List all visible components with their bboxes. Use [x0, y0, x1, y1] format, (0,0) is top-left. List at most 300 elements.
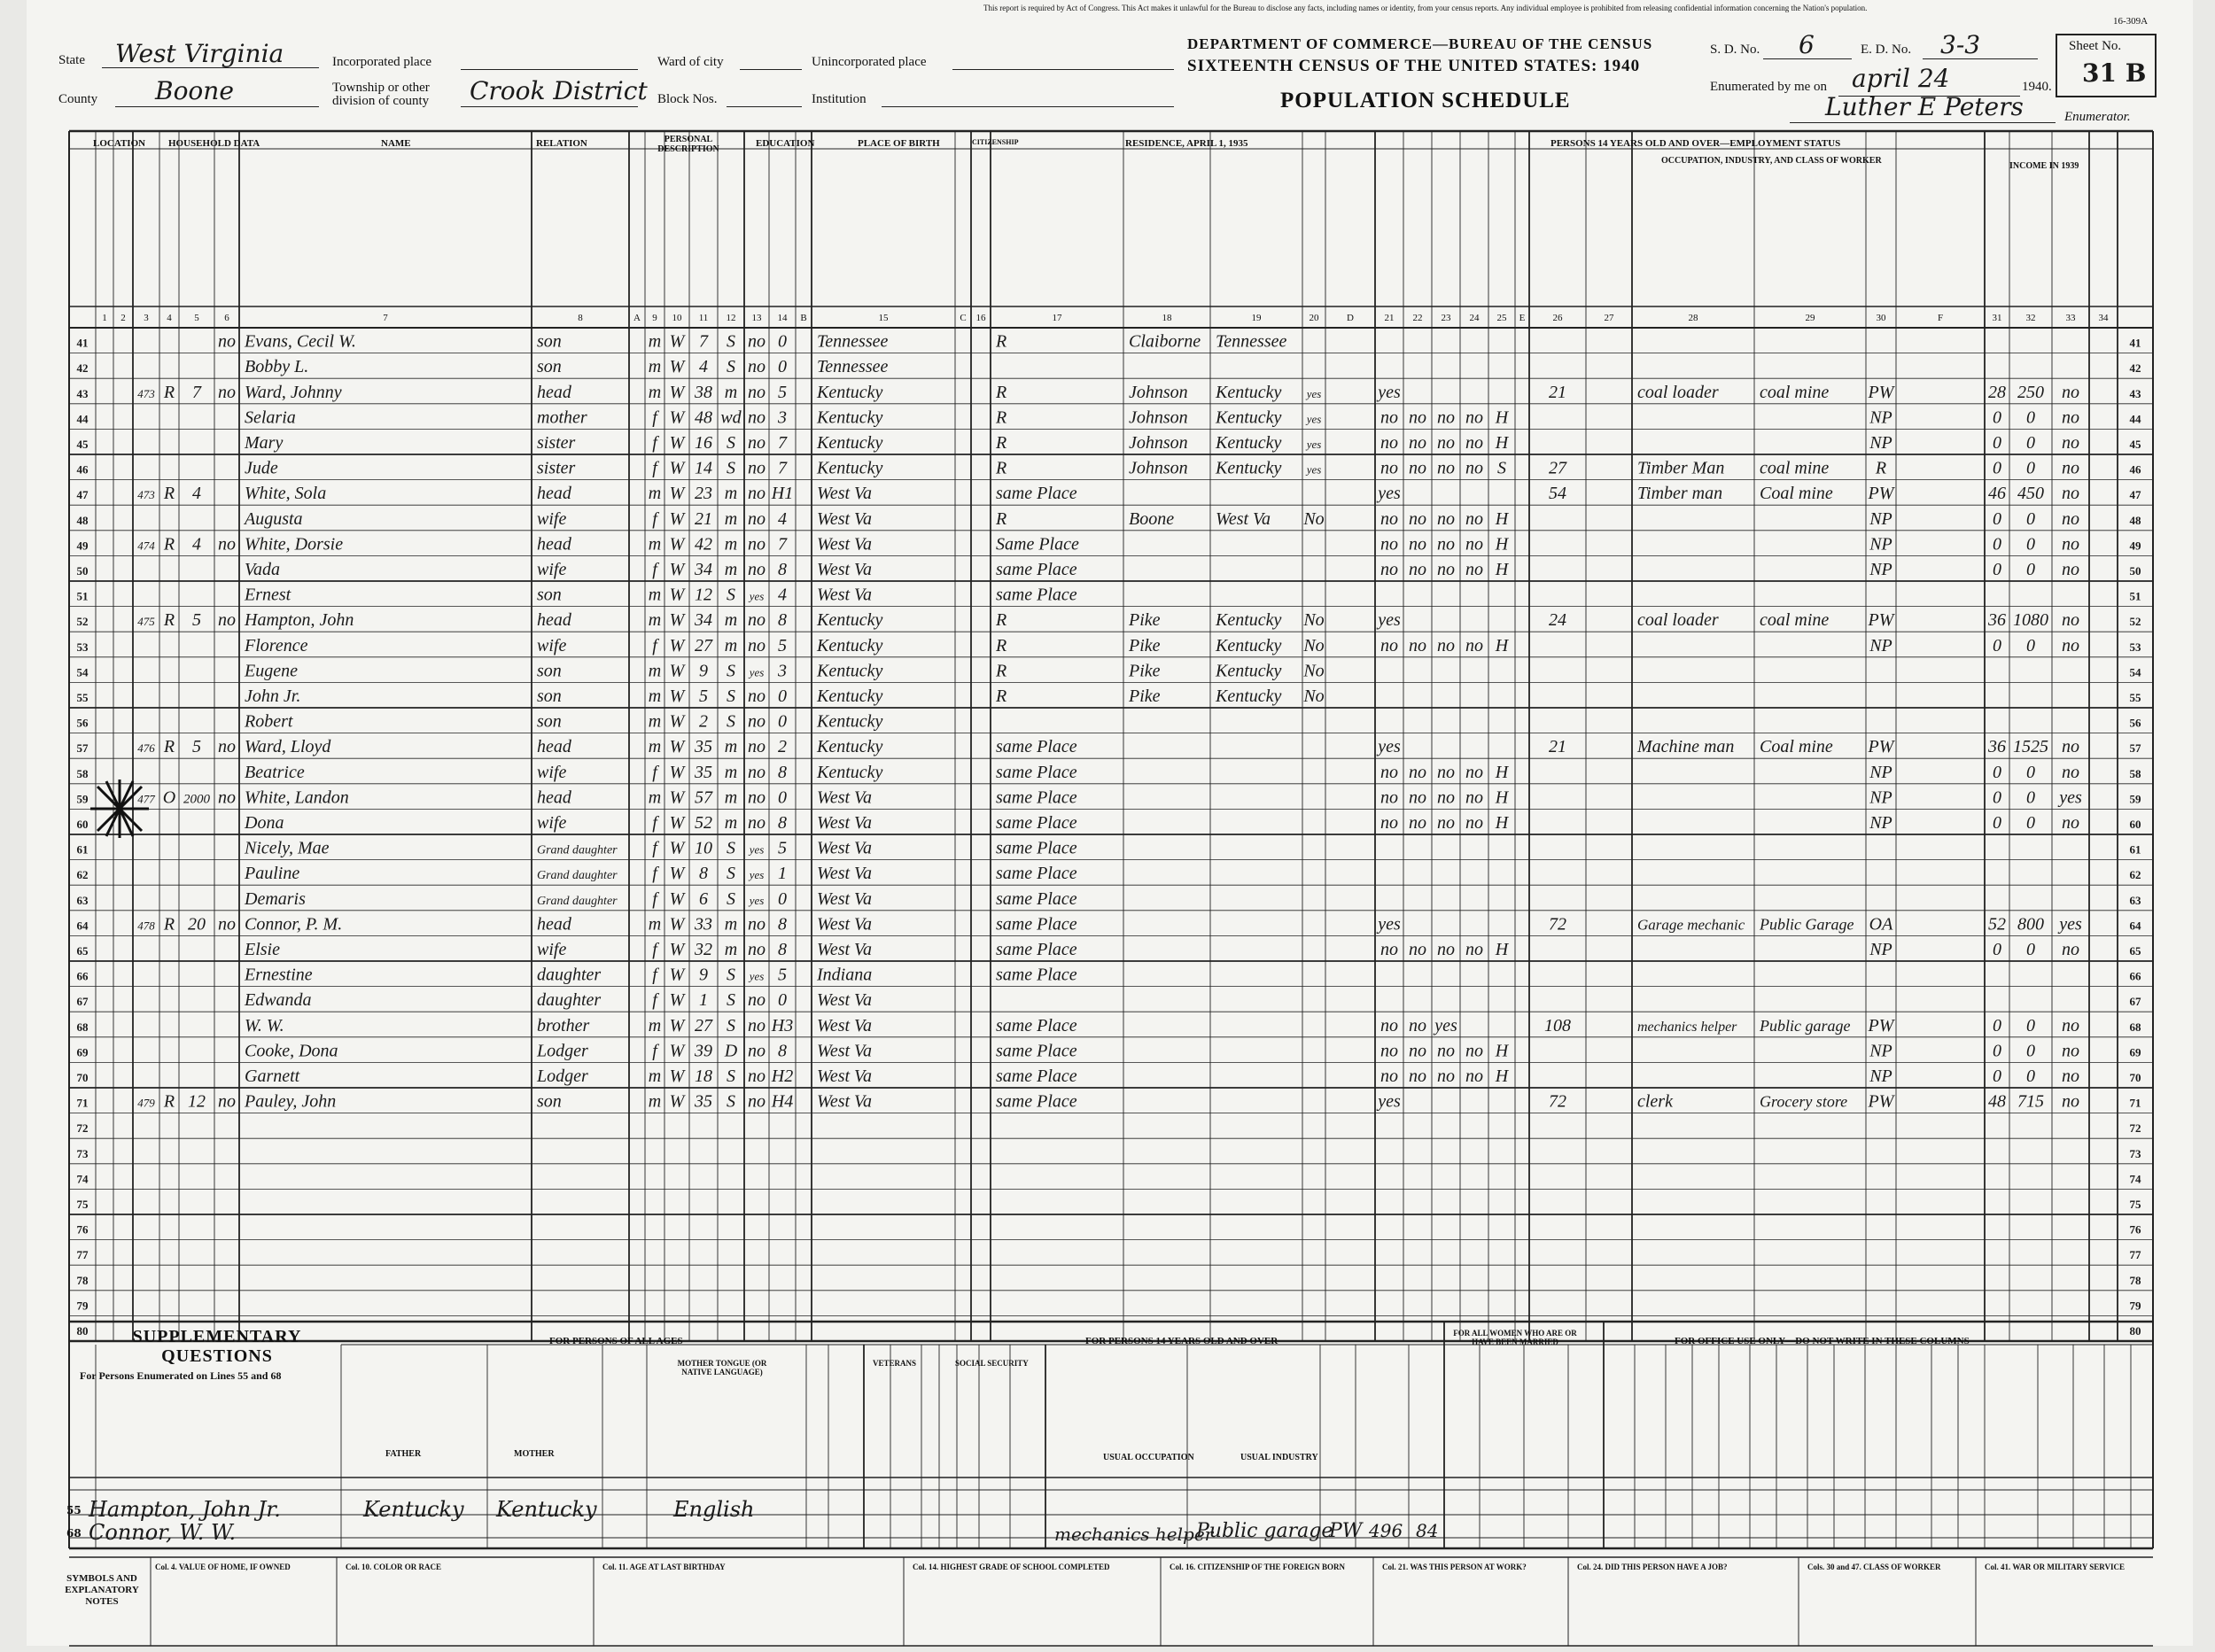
cell-age: 34	[695, 610, 712, 631]
supp-row-68-line: 68	[66, 1527, 82, 1540]
cell-oth: no	[2062, 508, 2079, 529]
cell-work: no	[1380, 635, 1398, 655]
cell-mar: S	[727, 711, 735, 732]
cell-code: H	[1495, 1041, 1509, 1061]
column-number: 9	[652, 313, 657, 323]
cell-mar: m	[724, 534, 738, 555]
cell-race: W	[669, 433, 685, 453]
cell-name: Mary	[245, 433, 284, 453]
cell-res: same Place	[996, 585, 1077, 605]
cell-birth: Kentucky	[817, 686, 883, 706]
group-location: LOCATION	[93, 138, 146, 149]
cell-code: H	[1495, 433, 1509, 453]
line-number-right: 69	[2129, 1045, 2141, 1059]
cell-cls: NP	[1869, 940, 1892, 959]
cell-cls: NP	[1869, 1066, 1892, 1086]
cell-birth: Kentucky	[817, 661, 883, 681]
cell-county: Johnson	[1129, 407, 1188, 428]
cell-e1: no	[1409, 787, 1426, 808]
cell-oth: no	[2062, 534, 2079, 555]
cell-race: W	[669, 914, 685, 935]
cell-oth: no	[2062, 1091, 2079, 1112]
cell-val: 5	[192, 610, 201, 631]
cell-sch: no	[748, 990, 766, 1011]
institution-label: Institution	[812, 92, 867, 106]
cell-oth: no	[2062, 1015, 2079, 1035]
column-number: 15	[878, 313, 889, 323]
line-number-right: 66	[2129, 969, 2141, 983]
cell-sex: m	[648, 711, 662, 732]
column-number: F	[1937, 313, 1944, 323]
cell-rel: son	[537, 331, 562, 352]
cell-res: same Place	[996, 914, 1077, 935]
cell-e3: no	[1465, 508, 1483, 529]
cell-race: W	[669, 990, 685, 1011]
cell-e3: no	[1465, 534, 1483, 555]
cell-race: W	[669, 560, 685, 579]
column-number: 14	[777, 313, 788, 323]
cell-oth: yes	[2059, 787, 2082, 808]
cell-state: Kentucky	[1216, 635, 1282, 655]
line-number-right: 78	[2129, 1273, 2141, 1287]
cell-wks: 0	[1993, 787, 2001, 808]
cell-gr: 0	[778, 711, 787, 732]
cell-cls: NP	[1869, 635, 1892, 655]
column-number: 20	[1309, 313, 1319, 323]
cell-sch: no	[748, 357, 766, 377]
cell-mar: m	[724, 737, 738, 757]
cell-work: no	[1380, 508, 1398, 529]
department-title: DEPARTMENT OF COMMERCE—BUREAU OF THE CENSUS	[1187, 35, 1653, 52]
line-number: 80	[76, 1324, 89, 1338]
cell-e3: no	[1465, 813, 1483, 833]
cell-rel: son	[537, 357, 562, 377]
cell-sch: no	[748, 458, 766, 478]
cell-hrs: 72	[1549, 1091, 1566, 1112]
form-number: 16-309A	[2113, 16, 2149, 27]
cell-mar: m	[724, 940, 738, 959]
cell-work: no	[1380, 534, 1398, 555]
cell-race: W	[669, 711, 685, 732]
cell-rel: head	[537, 534, 571, 555]
column-number: 22	[1412, 313, 1423, 323]
cell-farm: no	[218, 331, 236, 352]
line-number: 75	[76, 1198, 89, 1211]
cell-hrs: 24	[1549, 610, 1566, 631]
supp-row-55-father: Kentucky	[363, 1497, 464, 1522]
cell-gr: 3	[778, 407, 787, 428]
cell-house: 477	[137, 792, 155, 806]
column-number: 30	[1876, 313, 1886, 323]
supp-row-55-line: 55	[66, 1504, 82, 1516]
cell-sex: m	[648, 484, 662, 504]
cell-county: Johnson	[1129, 433, 1188, 453]
cell-mar: m	[724, 635, 738, 655]
cell-name: W. W.	[245, 1015, 284, 1035]
cell-res: R	[996, 508, 1007, 529]
cell-birth: West Va	[817, 838, 873, 858]
group-citizenship: CITIZENSHIP	[972, 138, 1019, 146]
cell-age: 35	[695, 762, 712, 782]
cell-mar: S	[727, 357, 735, 377]
cell-occ: Timber Man	[1637, 458, 1725, 478]
cell-mar: m	[724, 484, 738, 504]
cell-hrs: 21	[1549, 737, 1566, 757]
cell-mar: S	[727, 990, 735, 1011]
line-number-right: 77	[2129, 1248, 2141, 1262]
cell-cls: PW	[1868, 737, 1894, 757]
cell-e1: no	[1409, 1041, 1426, 1061]
cell-sch: no	[748, 433, 766, 453]
cell-house: 475	[137, 615, 155, 629]
cell-inc: 0	[2026, 407, 2035, 428]
cell-mar: S	[727, 1091, 735, 1112]
cell-sex: f	[652, 965, 657, 985]
sd-value: 6	[1799, 30, 1815, 59]
supp-row-68-name: Connor, W. W.	[89, 1520, 237, 1545]
ed-label: E. D. No.	[1861, 43, 1912, 57]
cell-name: Edwanda	[245, 990, 312, 1011]
line-number-right: 68	[2129, 1020, 2141, 1034]
line-number-right: 48	[2129, 513, 2141, 527]
cell-age: 57	[695, 787, 712, 808]
cell-ind: Coal mine	[1760, 484, 1833, 504]
supp-over14: FOR PERSONS 14 YEARS OLD AND OVER	[1085, 1336, 1278, 1346]
cell-sch: yes	[749, 893, 765, 907]
cell-county: Pike	[1129, 661, 1161, 681]
cell-occ: clerk	[1637, 1091, 1673, 1112]
unincorporated-label: Unincorporated place	[812, 55, 927, 69]
line-number: 52	[76, 615, 89, 629]
cell-house: 476	[137, 741, 155, 756]
cell-sex: f	[652, 838, 657, 858]
line-number: 45	[76, 438, 89, 451]
line-number: 59	[76, 792, 89, 806]
supp-father-label: FATHER	[385, 1449, 422, 1459]
cell-hrs: 27	[1549, 458, 1566, 478]
cell-rel: wife	[537, 508, 567, 529]
cell-name: Pauline	[245, 864, 300, 884]
cell-state: West Va	[1216, 508, 1271, 529]
cell-house: 478	[137, 919, 155, 933]
cell-county: Johnson	[1129, 458, 1188, 478]
line-number-right: 50	[2129, 564, 2141, 578]
footer-col4: Col. 4. VALUE OF HOME, IF OWNED	[155, 1563, 291, 1571]
cell-oth: no	[2062, 1066, 2079, 1086]
cell-name: Ward, Lloyd	[245, 737, 331, 757]
cell-cls: NP	[1869, 534, 1892, 555]
cell-county: Pike	[1129, 610, 1161, 631]
cell-occ: Machine man	[1637, 737, 1735, 757]
cell-res: same Place	[996, 838, 1077, 858]
cell-oth: no	[2062, 433, 2079, 453]
line-number: 43	[76, 386, 89, 400]
column-number: 7	[383, 313, 388, 323]
column-number: E	[1519, 313, 1526, 323]
cell-rel: Lodger	[537, 1066, 588, 1086]
cell-state: Kentucky	[1216, 458, 1282, 478]
group-residence: RESIDENCE, APRIL 1, 1935	[1125, 138, 1248, 149]
line-number-right: 45	[2129, 438, 2141, 451]
cell-code: H	[1495, 560, 1509, 579]
cell-own: R	[163, 610, 175, 631]
cell-rel: daughter	[537, 965, 602, 985]
cell-wks: 0	[1993, 635, 2001, 655]
cell-name: Jude	[245, 458, 278, 478]
cell-res: R	[996, 458, 1007, 478]
cell-birth: Kentucky	[817, 635, 883, 655]
cell-sch: no	[748, 1015, 766, 1035]
cell-own: O	[162, 787, 176, 808]
column-number: 33	[2065, 313, 2076, 323]
cell-sch: no	[748, 1066, 766, 1086]
group-occupation: OCCUPATION, INDUSTRY, AND CLASS OF WORKER	[1661, 156, 1882, 166]
column-number: 6	[224, 313, 229, 323]
cell-e2: no	[1437, 813, 1455, 833]
line-number: 51	[76, 589, 89, 603]
footer-col30: Cols. 30 and 47. CLASS OF WORKER	[1807, 1563, 1941, 1571]
cell-sch: yes	[749, 665, 765, 679]
cell-rel: head	[537, 914, 571, 935]
cell-inc: 800	[2017, 914, 2044, 935]
supp-mother-label: MOTHER	[514, 1449, 555, 1459]
cell-wks: 0	[1993, 433, 2001, 453]
cell-sex: f	[652, 433, 657, 453]
cell-sch: no	[748, 1041, 766, 1061]
cell-wks: 28	[1988, 382, 2006, 402]
cell-sex: m	[648, 661, 662, 681]
cell-sch: no	[748, 560, 766, 579]
cell-sch: no	[748, 610, 766, 631]
cell-sch: yes	[749, 868, 765, 882]
cell-mar: S	[727, 888, 735, 909]
line-number-right: 47	[2129, 488, 2141, 502]
cell-gr: 7	[778, 458, 787, 478]
cell-age: 21	[695, 508, 712, 529]
footer-col11: Col. 11. AGE AT LAST BIRTHDAY	[602, 1563, 726, 1571]
cell-rfarm: No	[1303, 661, 1325, 681]
line-number: 73	[76, 1146, 89, 1160]
cell-val: 12	[188, 1091, 206, 1112]
cell-sch: no	[748, 686, 766, 706]
cell-race: W	[669, 534, 685, 555]
cell-gr: 7	[778, 433, 787, 453]
cell-inc: 0	[2026, 433, 2035, 453]
cell-rfarm: yes	[1306, 412, 1322, 426]
cell-sex: f	[652, 1041, 657, 1061]
cell-wks: 0	[1993, 508, 2001, 529]
cell-cls: PW	[1868, 484, 1894, 504]
group-name: NAME	[381, 138, 411, 149]
cell-mar: S	[727, 1015, 735, 1035]
cell-mar: m	[724, 914, 738, 935]
cell-mar: S	[727, 838, 735, 858]
cell-oth: no	[2062, 407, 2079, 428]
cell-sch: no	[748, 914, 766, 935]
cell-sex: f	[652, 864, 657, 884]
cell-res: same Place	[996, 1066, 1077, 1086]
line-number: 61	[76, 842, 89, 857]
line-number-right: 42	[2129, 361, 2141, 376]
cell-gr: 0	[778, 331, 787, 352]
cell-work: yes	[1378, 484, 1401, 504]
cell-gr: 8	[778, 560, 787, 579]
cell-work: no	[1380, 940, 1398, 959]
cell-res: same Place	[996, 560, 1077, 579]
cell-gr: 1	[778, 864, 787, 884]
line-number: 71	[76, 1096, 89, 1110]
township-value: Crook District	[470, 76, 648, 105]
line-number-right: 49	[2129, 539, 2141, 553]
county-value: Boone	[155, 76, 234, 105]
enumerated-date: april 24	[1852, 64, 1950, 93]
line-number-right: 63	[2129, 893, 2141, 907]
cell-wks: 52	[1988, 914, 2006, 935]
cell-sex: m	[648, 534, 662, 555]
cell-birth: West Va	[817, 1066, 873, 1086]
cell-inc: 0	[2026, 635, 2035, 655]
supp-row-68-class: PW	[1329, 1520, 1363, 1542]
group-education: EDUCATION	[756, 138, 815, 149]
cell-mar: S	[727, 433, 735, 453]
column-number: 26	[1552, 313, 1563, 323]
cell-race: W	[669, 787, 685, 808]
cell-name: Robert	[245, 711, 293, 732]
cell-mar: S	[727, 686, 735, 706]
cell-farm: no	[218, 787, 236, 808]
cell-age: 38	[695, 382, 712, 402]
cell-gr: 5	[778, 382, 787, 402]
column-number: B	[800, 313, 807, 323]
cell-age: 27	[695, 1015, 712, 1035]
cell-farm: no	[218, 737, 236, 757]
cell-rel: wife	[537, 940, 567, 959]
cell-e2: yes	[1434, 1015, 1457, 1035]
group-income: INCOME IN 1939	[2009, 161, 2079, 171]
cell-oth: no	[2062, 1041, 2079, 1061]
cell-age: 1	[699, 990, 708, 1011]
footer-col24: Col. 24. DID THIS PERSON HAVE A JOB?	[1577, 1563, 1728, 1571]
cell-work: no	[1380, 458, 1398, 478]
cell-rel: Lodger	[537, 1041, 588, 1061]
ed-value: 3-3	[1940, 30, 1981, 59]
cell-name: Demaris	[245, 888, 306, 909]
cell-farm: no	[218, 1091, 236, 1112]
cell-gr: 5	[778, 965, 787, 985]
cell-val: 5	[192, 737, 201, 757]
line-number-right: 71	[2129, 1096, 2141, 1110]
cell-sch: yes	[749, 589, 765, 603]
cell-inc: 715	[2017, 1091, 2044, 1112]
cell-own: R	[163, 1091, 175, 1112]
sd-label: S. D. No.	[1710, 43, 1760, 57]
cell-state: Kentucky	[1216, 661, 1282, 681]
schedule-title: POPULATION SCHEDULE	[1280, 89, 1571, 112]
cell-res: Same Place	[996, 534, 1079, 555]
cell-name: Vada	[245, 560, 280, 579]
cell-occ: Timber man	[1637, 484, 1723, 504]
cell-sch: no	[748, 940, 766, 959]
cell-age: 23	[695, 484, 712, 504]
cell-own: R	[163, 737, 175, 757]
cell-rfarm: No	[1303, 610, 1325, 631]
cell-name: Dona	[245, 813, 284, 833]
cell-res: R	[996, 433, 1007, 453]
cell-county: Pike	[1129, 686, 1161, 706]
cell-inc: 0	[2026, 508, 2035, 529]
cell-gr: H1	[771, 484, 794, 504]
cell-rel: head	[537, 610, 571, 631]
line-number-right: 76	[2129, 1222, 2141, 1237]
cell-birth: West Va	[817, 864, 873, 884]
cell-race: W	[669, 635, 685, 655]
line-number: 60	[76, 818, 89, 831]
cell-e1: no	[1409, 813, 1426, 833]
cell-work: no	[1380, 1015, 1398, 1035]
cell-race: W	[669, 686, 685, 706]
cell-rel: head	[537, 737, 571, 757]
cell-race: W	[669, 357, 685, 377]
cell-e1: no	[1409, 560, 1426, 579]
cell-sch: yes	[749, 842, 765, 857]
cell-gr: 8	[778, 940, 787, 959]
supp-row-55-tongue: English	[673, 1497, 755, 1522]
cell-county: Pike	[1129, 635, 1161, 655]
cell-inc: 1080	[2013, 610, 2048, 631]
cell-birth: Kentucky	[817, 382, 883, 402]
line-number: 70	[76, 1071, 89, 1084]
cell-sch: no	[748, 813, 766, 833]
cell-rel: son	[537, 686, 562, 706]
supplementary-subtitle: For Persons Enumerated on Lines 55 and 68	[80, 1369, 282, 1382]
cell-birth: West Va	[817, 484, 873, 504]
cell-res: R	[996, 661, 1007, 681]
cell-farm: no	[218, 534, 236, 555]
cell-code: H	[1495, 407, 1509, 428]
cell-e2: no	[1437, 407, 1455, 428]
cell-res: same Place	[996, 1041, 1077, 1061]
cell-birth: Kentucky	[817, 433, 883, 453]
cell-code: H	[1495, 787, 1509, 808]
cell-e2: no	[1437, 940, 1455, 959]
cell-wks: 0	[1993, 813, 2001, 833]
cell-state: Kentucky	[1216, 382, 1282, 402]
cell-birth: West Va	[817, 990, 873, 1011]
column-number: 11	[698, 313, 709, 323]
cell-hrs: 54	[1549, 484, 1566, 504]
cell-res: R	[996, 331, 1007, 352]
cell-oth: no	[2062, 458, 2079, 478]
cell-sex: m	[648, 585, 662, 605]
cell-code: H	[1495, 534, 1509, 555]
cell-name: Eugene	[245, 661, 298, 681]
cell-ind: Public garage	[1760, 1016, 1851, 1035]
cell-age: 7	[699, 331, 708, 352]
cell-age: 32	[695, 940, 712, 959]
supp-row-68-code2: 84	[1416, 1520, 1439, 1541]
group-personal: PERSONAL DESCRIPTION	[657, 135, 719, 154]
column-number: 13	[751, 313, 762, 323]
cell-race: W	[669, 508, 685, 529]
cell-birth: West Va	[817, 534, 873, 555]
line-number: 41	[76, 336, 89, 350]
line-number-right: 41	[2129, 336, 2141, 350]
cell-name: Garnett	[245, 1066, 300, 1086]
cell-birth: Tennessee	[817, 357, 889, 377]
cell-e3: no	[1465, 762, 1483, 782]
group-household: HOUSEHOLD DATA	[168, 138, 260, 149]
cell-e3: no	[1465, 1041, 1483, 1061]
